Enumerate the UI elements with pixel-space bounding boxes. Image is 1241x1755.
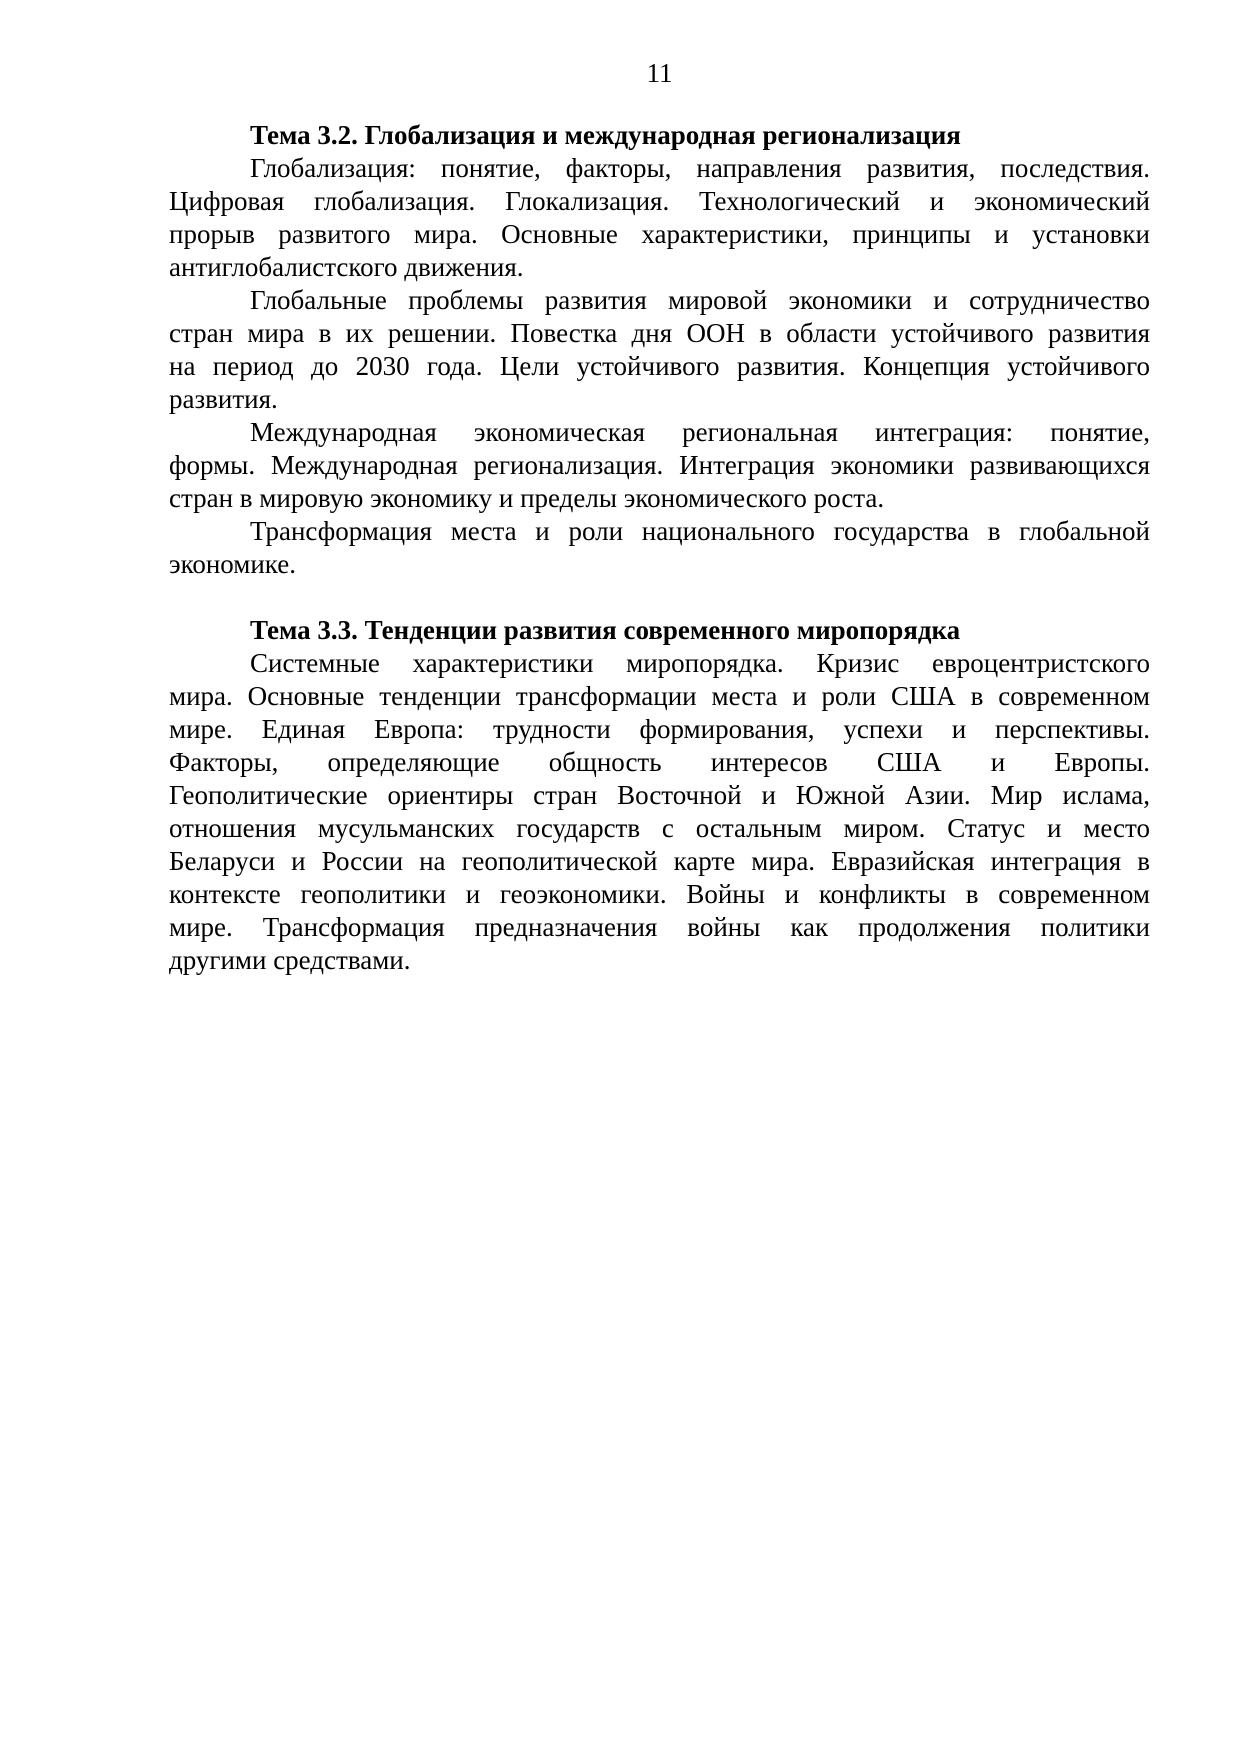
text-line: экономике. [169, 549, 296, 579]
page-number: 11 [646, 58, 673, 88]
text-line: мире. Трансформация предназначения войны как продолжения политики [169, 912, 1150, 942]
text-line: на период до 2030 года. Цели устойчивого развития. Концепция устойчивого [169, 351, 1150, 381]
text-line: мире. Единая Европа: трудности формирования, успехи и перспективы. [169, 714, 1150, 744]
text-line: Глобальные проблемы развития мировой экономики и сотрудничество [250, 285, 1150, 315]
text-line: развития. [169, 384, 278, 414]
paragraph [169, 416, 1150, 515]
text-line: контексте геополитики и геоэкономики. Войны и конфликты в современном [169, 879, 1150, 909]
paragraph [169, 284, 1150, 416]
text-line: стран в мировую экономику и пределы экономического роста. [169, 483, 885, 513]
paragraph [169, 647, 1150, 977]
section-heading-3-3: Тема 3.3. Тенденции развития современного миропорядка [250, 615, 961, 645]
text-line: Трансформация места и роли национального государства в глобальной [250, 516, 1150, 546]
paragraph [169, 515, 1150, 581]
text-line: стран мира в их решении. Повестка дня ООН в области устойчивого развития [169, 318, 1150, 348]
text-line: Цифровая глобализация. Глокализация. Технологический и экономический [169, 186, 1150, 216]
text-line: Геополитические ориентиры стран Восточной и Южной Азии. Мир ислама, [169, 780, 1150, 810]
text-line: Глобализация: понятие, факторы, направления развития, последствия. [250, 153, 1150, 183]
text-column [169, 0, 1150, 977]
text-line: антиглобалистского движения. [169, 252, 524, 282]
text-line: формы. Международная регионализация. Интеграция экономики развивающихся [169, 450, 1150, 480]
text-line: Факторы, определяющие общность интересов США и Европы. [169, 747, 1150, 777]
text-line: другими средствами. [169, 945, 411, 975]
text-line: Системные характеристики миропорядка. Кризис евроцентристского [250, 648, 1150, 678]
section-heading-3-2: Тема 3.2. Глобализация и международная регионализация [250, 120, 961, 150]
text-line: Беларуси и России на геополитической карте мира. Евразийская интеграция в [169, 846, 1150, 876]
text-line: прорыв развитого мира. Основные характеристики, принципы и установки [169, 219, 1150, 249]
text-line: мира. Основные тенденции трансформации места и роли США в современном [169, 681, 1150, 711]
paragraph [169, 152, 1150, 284]
text-line: Международная экономическая региональная интеграция: понятие, [250, 417, 1150, 447]
text-line: отношения мусульманских государств с остальным миром. Статус и место [169, 813, 1150, 843]
